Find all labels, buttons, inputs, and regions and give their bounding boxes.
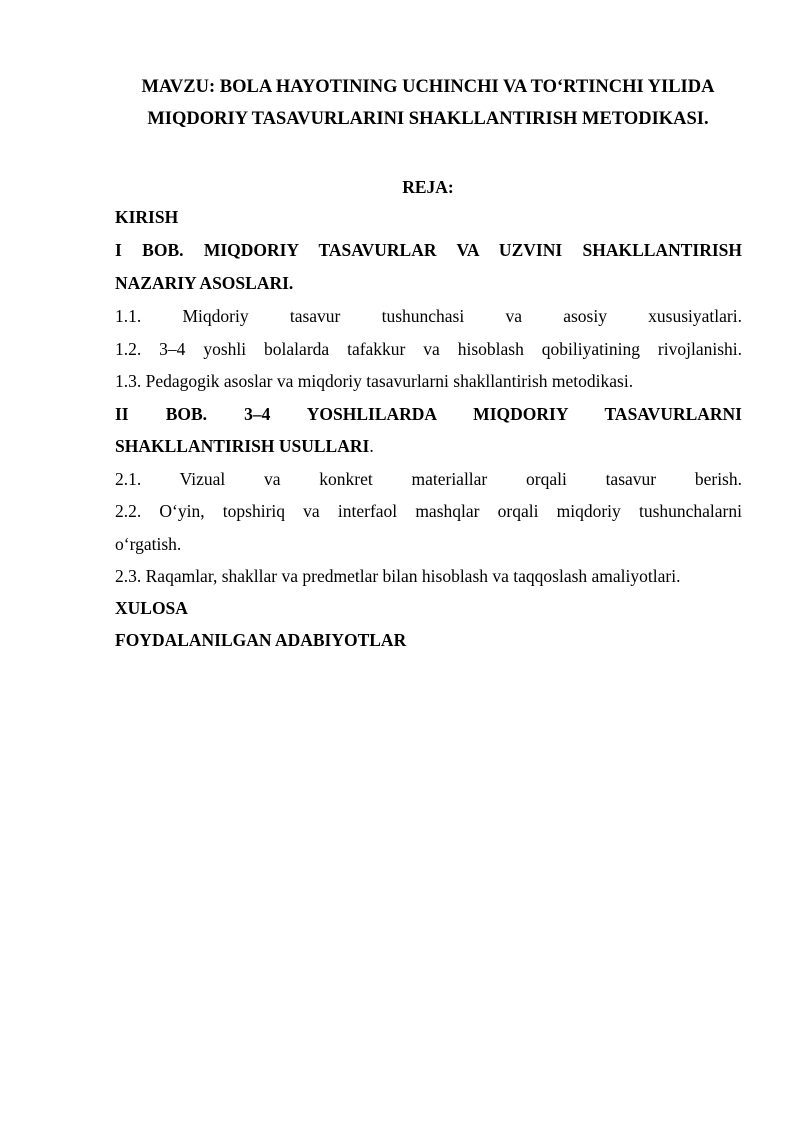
conclusion-heading: XULOSA (115, 598, 188, 618)
item-2-1: 2.1. Vizual va konkret materiallar orqali tasavur berish. (115, 469, 742, 489)
chapter-2-period: . (369, 436, 374, 456)
chapter-2-line-2 (115, 435, 742, 457)
chapter-2-title-text: SHAKLLANTIRISH USULLARI (115, 436, 370, 456)
title-line-1: MAVZU: BOLA HAYOTINING UCHINCHI VA TO‘RTINCHI YILIDA (141, 77, 715, 97)
item-2-2-line-1: 2.2. O‘yin, topshiriq va interfaol mashqlar orqali miqdoriy tushunchalarni (115, 501, 742, 521)
plan-heading: REJA: (402, 177, 454, 197)
chapter-1-line-2: NAZARIY ASOSLARI. (115, 273, 294, 293)
chapter-2-line-1: II BOB. 3–4 YOSHLILARDA MIQDORIY TASAVURLARNI (115, 404, 742, 424)
intro-heading: KIRISH (115, 207, 179, 227)
item-1-3: 1.3. Pedagogik asoslar va miqdoriy tasavurlarni shakllantirish metodikasi. (115, 371, 634, 391)
item-2-2-line-2: o‘rgatish. (115, 534, 182, 554)
references-heading: FOYDALANILGAN ADABIYOTLAR (115, 630, 407, 650)
item-1-1: 1.1. Miqdoriy tasavur tushunchasi va asosiy xususiyatlari. (115, 306, 742, 326)
item-2-3: 2.3. Raqamlar, shakllar va predmetlar bilan hisoblash va taqqoslash amaliyotlari. (115, 566, 681, 586)
item-1-2: 1.2. 3–4 yoshli bolalarda tafakkur va hisoblash qobiliyatining rivojlanishi. (115, 339, 742, 359)
title-line-2: MIQDORIY TASAVURLARINI SHAKLLANTIRISH METODIKASI. (147, 109, 709, 129)
chapter-1-line-1: I BOB. MIQDORIY TASAVURLAR VA UZVINI SHAKLLANTIRISH (115, 240, 742, 260)
